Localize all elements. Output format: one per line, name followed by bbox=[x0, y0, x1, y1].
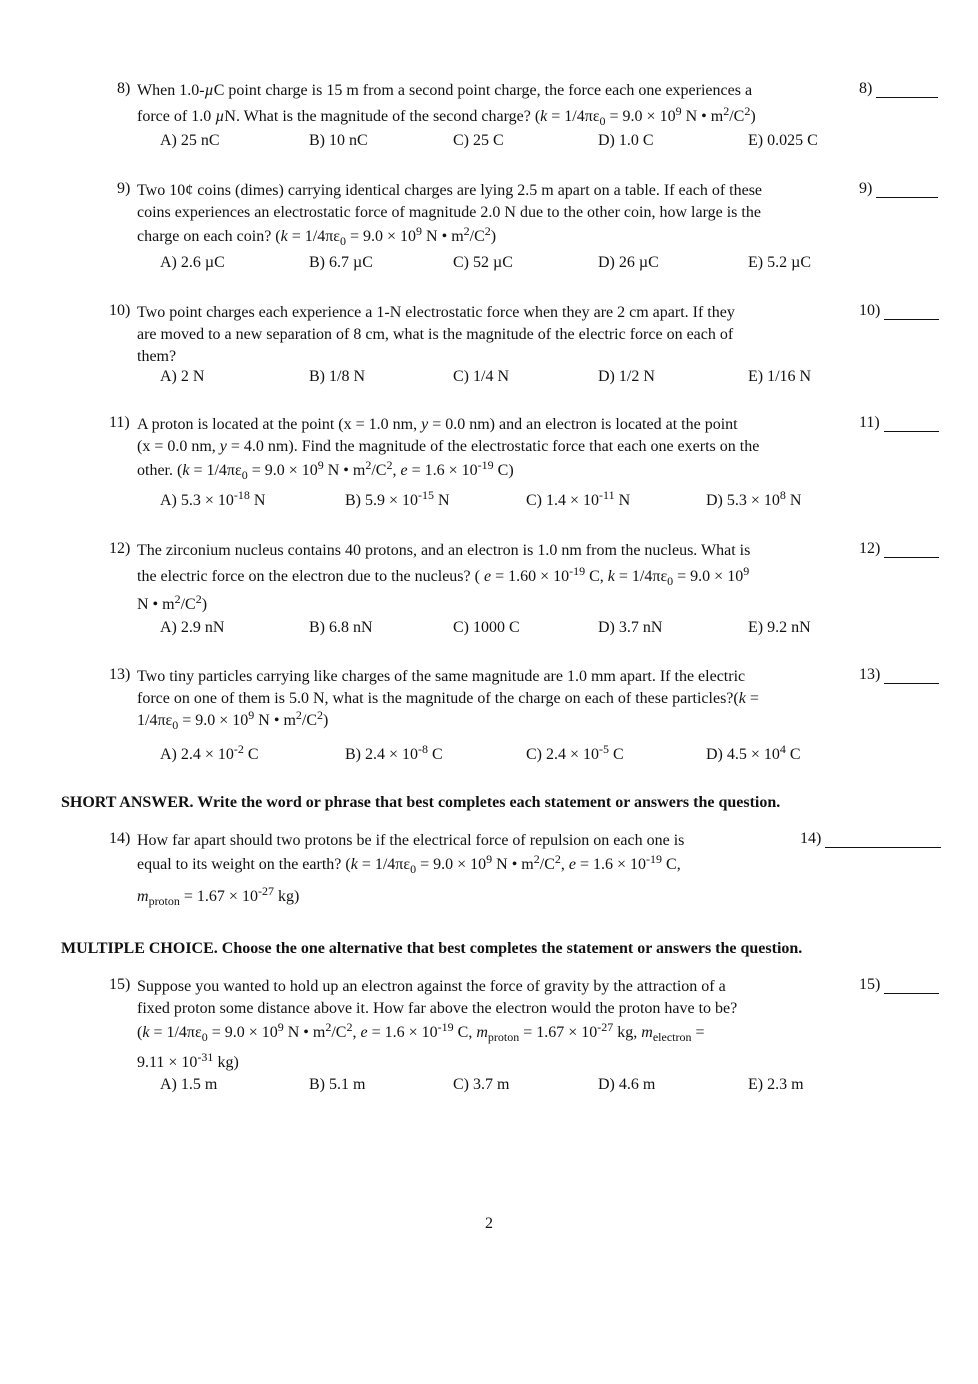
choice-e[interactable]: E) 2.3 m bbox=[748, 1076, 804, 1093]
choice-c[interactable]: C) 3.7 m bbox=[453, 1076, 510, 1093]
answer-label: 14) bbox=[800, 830, 822, 847]
choice-a[interactable]: A) 25 nC bbox=[160, 132, 220, 149]
answer-blank[interactable] bbox=[800, 830, 941, 848]
question-number: 8) bbox=[117, 80, 131, 97]
choice-d[interactable]: D) $4.5 \times 10^4$ C bbox=[706, 742, 801, 763]
choice-e[interactable]: E) 9.2 nN bbox=[748, 619, 811, 636]
question-text: When 1.0-µC point charge is 15 m from a second point charge, the force each one experiences a force of 1.0 µN. What is the magnitude of the second charge? ($k = 1/4\pi\varepsilon_0 = 9.0 \times 10^9$ N • $m^2/C^2$) bbox=[137, 82, 756, 128]
choice-b[interactable]: B) 6.7 µC bbox=[309, 254, 373, 271]
choice-d[interactable]: D) 3.7 nN bbox=[598, 619, 663, 636]
question-text: Two point charges each experience a 1-N electrostatic force when they are 2 cm apart. If they are moved to a new separation of 8 cm, what is the magnitude of the electric force on each of them? bbox=[137, 304, 735, 365]
choice-b[interactable]: B) 5.1 m bbox=[309, 1076, 366, 1093]
choice-a[interactable]: A) 2.9 nN bbox=[160, 619, 225, 636]
question-number: 13) bbox=[109, 666, 131, 683]
choice-b[interactable]: B) 6.8 nN bbox=[309, 619, 373, 636]
choice-a[interactable]: A) 1.5 m bbox=[160, 1076, 218, 1093]
question-number: 10) bbox=[109, 302, 131, 319]
answer-label: 15) bbox=[859, 976, 881, 993]
answer-blank[interactable] bbox=[859, 414, 939, 432]
answer-blank[interactable] bbox=[859, 302, 939, 320]
answer-label: 9) bbox=[859, 180, 873, 197]
answer-label: 13) bbox=[859, 666, 881, 683]
answer-label: 11) bbox=[859, 414, 880, 431]
question-number: 9) bbox=[117, 180, 131, 197]
choice-b[interactable]: B) 10 nC bbox=[309, 132, 368, 149]
page-number: 2 bbox=[485, 1215, 493, 1232]
question-text: Suppose you wanted to hold up an electron against the force of gravity by the attraction of a fixed proton some distance above it. How far above the electron would the proton have to be? ($k = 1/4\pi\varepsilon_0 = 9.0 \times 10^9$ N • $m^2/C^2$, $e = 1.6 \times 10^{-19}$ C, $m_{proton} = 1.67 \times 10^{-27}$ kg, $m_{electron}$ = $9.11 \times 10^{-31}$ kg) bbox=[137, 978, 738, 1071]
answer-label: 10) bbox=[859, 302, 881, 319]
choice-c[interactable]: C) 25 C bbox=[453, 132, 504, 149]
answer-blank[interactable] bbox=[859, 180, 938, 198]
choice-d[interactable]: D) 26 µC bbox=[598, 254, 659, 271]
choice-c[interactable]: C) 52 µC bbox=[453, 254, 513, 271]
question-text: Two tiny particles carrying like charges of the same magnitude are 1.0 mm apart. If the electric force on one of them is 5.0 N, what is the magnitude of the charge on each of these particles?(k = $1/4\pi\varepsilon_0 = 9.0 \times 10^9$ N • $m^2/C^2$) bbox=[137, 668, 759, 732]
answer-blank[interactable] bbox=[859, 976, 939, 994]
question-text: Two 10¢ coins (dimes) carrying identical charges are lying 2.5 m apart on a table. If each of these coins experiences an electrostatic force of magnitude 2.0 N due to the other coin, how large is the charge on each coin? ($k = 1/4\pi\varepsilon_0 = 9.0 \times 10^9$ N • $m^2/C^2$) bbox=[137, 182, 763, 248]
answer-blank[interactable] bbox=[859, 80, 938, 98]
choice-d[interactable]: D) 1/2 N bbox=[598, 368, 655, 385]
question-text: The zirconium nucleus contains 40 protons, and an electron is 1.0 nm from the nucleus. What is the electric force on the electron due to the nucleus? ( $e = 1.60 \times 10^{-19}$ C, $k = 1/4\pi\varepsilon_0 = 9.0 \times 10^9$ N • $m^2/C^2$) bbox=[137, 542, 751, 613]
choice-e[interactable]: E) 1/16 N bbox=[748, 368, 812, 385]
choice-b[interactable]: B) 1/8 N bbox=[309, 368, 365, 385]
choice-b[interactable]: B) $5.9 \times 10^{-15}$ N bbox=[345, 488, 450, 509]
choice-d[interactable]: D) 1.0 C bbox=[598, 132, 654, 149]
choice-e[interactable]: E) 0.025 C bbox=[748, 132, 818, 149]
answer-blank[interactable] bbox=[859, 666, 939, 684]
choice-e[interactable]: E) 5.2 µC bbox=[748, 254, 811, 271]
choice-c[interactable]: C) 1/4 N bbox=[453, 368, 509, 385]
choice-d[interactable]: D) 4.6 m bbox=[598, 1076, 656, 1093]
section-header-short-answer: SHORT ANSWER. Write the word or phrase that best completes each statement or answers the question. bbox=[61, 794, 781, 811]
question-number: 14) bbox=[109, 830, 131, 847]
choice-c[interactable]: C) $2.4 \times 10^{-5}$ C bbox=[526, 742, 624, 763]
choice-c[interactable]: C) 1000 C bbox=[453, 619, 520, 636]
section-header-multiple-choice: MULTIPLE CHOICE. Choose the one alternative that best completes the statement or answers the question. bbox=[61, 940, 803, 957]
choice-d[interactable]: D) $5.3 \times 10^8$ N bbox=[706, 488, 802, 509]
question-text: How far apart should two protons be if the electrical force of repulsion on each one is equal to its weight on the earth? ($k = 1/4\pi\varepsilon_0 = 9.0 \times 10^9$ N • $m^2/C^2$, $e = 1.6 \times 10^{-19}$ C, $m_{proton} = 1.67 \times 10^{-27}$ kg) bbox=[137, 832, 685, 908]
choice-b[interactable]: B) $2.4 \times 10^{-8}$ C bbox=[345, 742, 443, 763]
question-number: 12) bbox=[109, 540, 131, 557]
question-number: 15) bbox=[109, 976, 131, 993]
choice-a[interactable]: A) 2 N bbox=[160, 368, 205, 385]
answer-label: 8) bbox=[859, 80, 873, 97]
question-text: A proton is located at the point (x = 1.0 nm, y = 0.0 nm) and an electron is located at the point (x = 0.0 nm, y = 4.0 nm). Find the magnitude of the electrostatic force that each one exerts on the other. ($k = 1/4\pi\varepsilon_0 = 9.0 \times 10^9$ N • $m^2/C^2$, $e = 1.6 \times 10^{-19}$ C) bbox=[137, 416, 760, 482]
answer-blank[interactable] bbox=[859, 540, 939, 558]
choice-a[interactable]: A) $2.4 \times 10^{-2}$ C bbox=[160, 742, 259, 763]
answer-label: 12) bbox=[859, 540, 881, 557]
choice-a[interactable]: A) $5.3 \times 10^{-18}$ N bbox=[160, 488, 266, 509]
choice-c[interactable]: C) $1.4 \times 10^{-11}$ N bbox=[526, 488, 631, 509]
question-number: 11) bbox=[109, 414, 130, 431]
choice-a[interactable]: A) 2.6 µC bbox=[160, 254, 225, 271]
